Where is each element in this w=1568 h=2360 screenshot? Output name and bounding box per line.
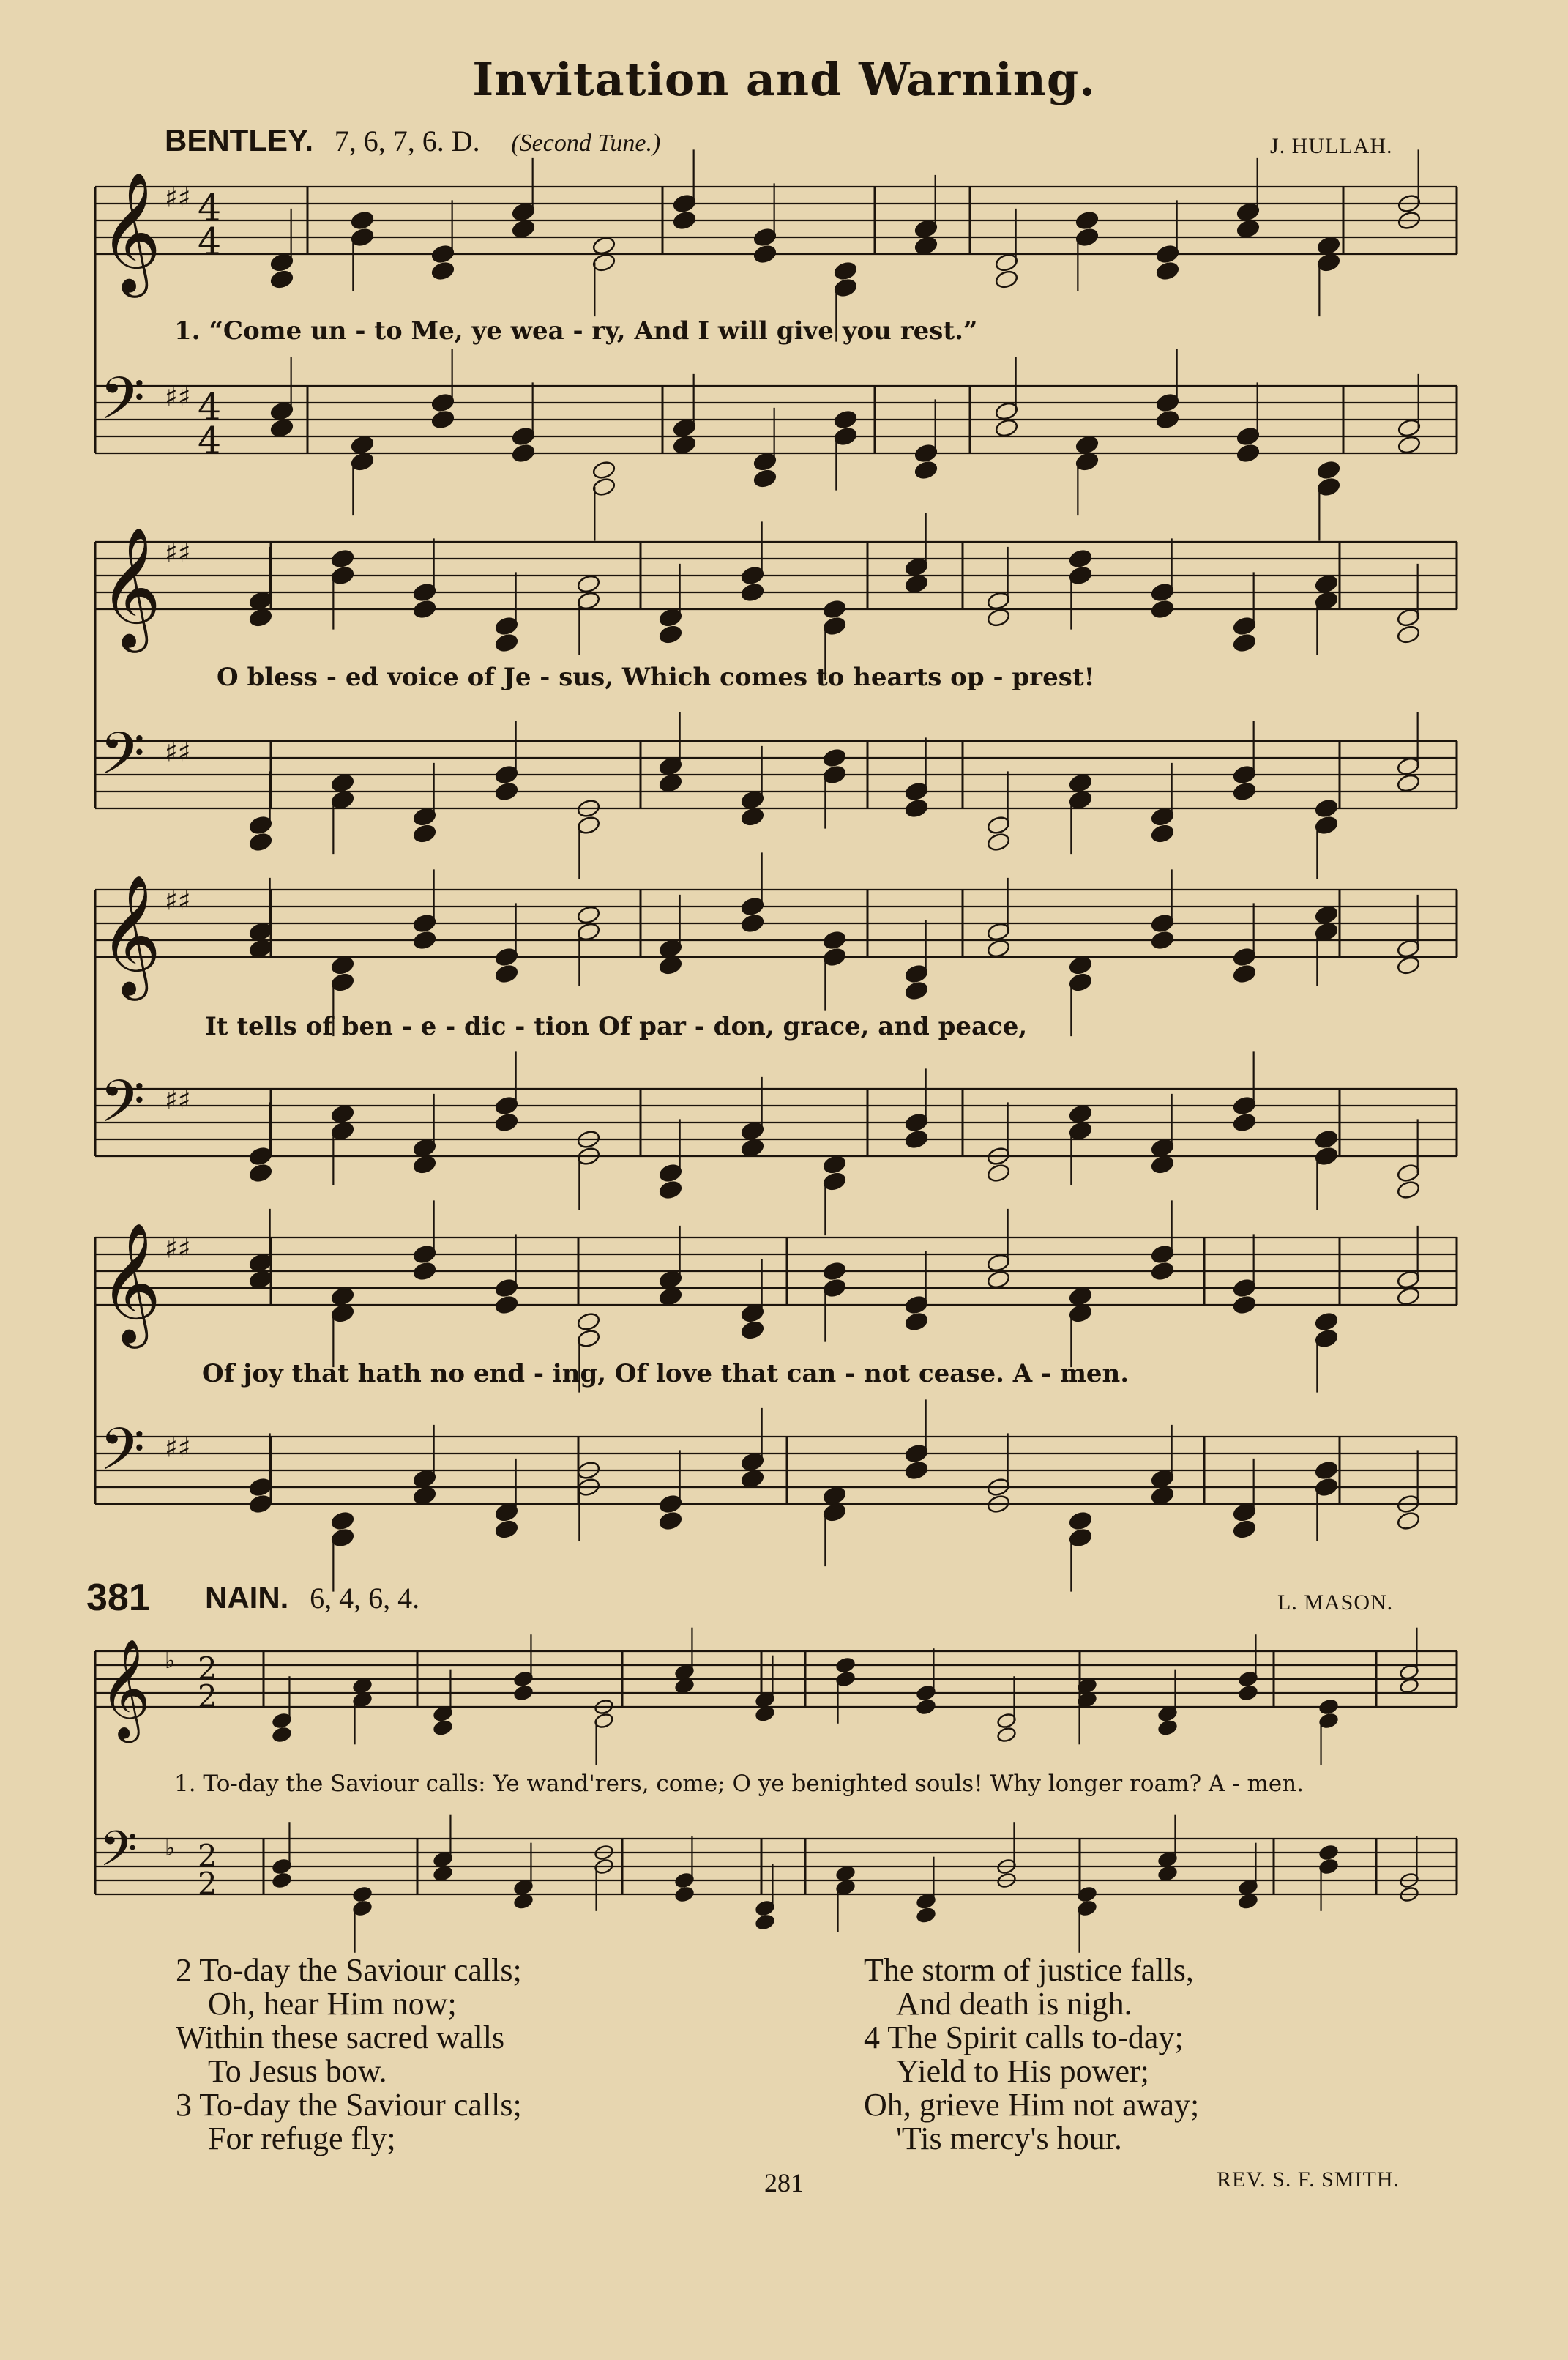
note-head [904, 980, 928, 1001]
note-head [1068, 1511, 1092, 1531]
note-head [1232, 1112, 1256, 1133]
note-head [1399, 1678, 1419, 1694]
clef-symbol: 𝄢 [100, 363, 146, 447]
note-head [494, 1112, 518, 1133]
note-head [1232, 633, 1256, 653]
note-head [753, 244, 777, 264]
note-head [740, 1138, 764, 1158]
note-head [513, 1684, 534, 1701]
verse-line: 2 To-day the Saviour calls; [176, 1952, 522, 1988]
note-head [1157, 1865, 1178, 1882]
note-head [835, 1656, 856, 1673]
note-head [904, 1129, 928, 1150]
note-head [986, 832, 1010, 852]
verses-right [864, 1954, 1199, 2156]
note-head [412, 599, 436, 619]
clef-symbol: 𝄞 [100, 874, 162, 996]
note-head [822, 1486, 846, 1506]
note-head [1314, 1129, 1338, 1150]
note-head [658, 773, 682, 794]
note-head [433, 1719, 453, 1736]
hymn-number: 381 [86, 1577, 150, 1619]
note-head [591, 460, 616, 480]
note-head [994, 269, 1018, 290]
note-head [740, 1469, 764, 1489]
note-head [822, 930, 846, 950]
note-head [412, 1155, 436, 1175]
note-head [674, 1678, 695, 1694]
note-head [269, 418, 294, 439]
note-head [248, 832, 272, 852]
clef-symbol: 𝄞 [100, 1221, 162, 1344]
clef-symbol: ♯♯ [165, 1232, 191, 1265]
note-head [248, 608, 272, 628]
clef-symbol: 𝄞 [100, 171, 162, 293]
nain-heading [205, 1580, 419, 1615]
verse-line: Oh, grieve Him not away; [864, 2087, 1200, 2123]
verse-line: And death is nigh. [896, 1986, 1132, 2022]
note-head [916, 1907, 936, 1924]
note-head [658, 1287, 682, 1307]
note-head [1316, 236, 1340, 256]
tune-note: (Second Tune.) [511, 130, 661, 157]
note-head [1157, 1719, 1178, 1736]
note-head [576, 574, 600, 595]
note-head [1396, 1511, 1420, 1531]
note-head [511, 443, 535, 464]
note-head [986, 939, 1010, 959]
note-head [330, 1104, 354, 1125]
note-head [350, 435, 374, 455]
verse-line: Yield to His power; [896, 2053, 1149, 2089]
clef-symbol: ♯♯ [165, 381, 191, 413]
note-head [576, 905, 600, 926]
clef-symbol: 4 [198, 186, 222, 229]
note-head [986, 1270, 1010, 1290]
note-head [513, 1893, 534, 1910]
lyric-line-1: 1. “Come un - to Me, ye wea - ry, And I will give you rest.” [174, 316, 978, 346]
note-head [740, 913, 764, 934]
note-head [1236, 443, 1260, 464]
clef-symbol: ♯♯ [165, 736, 191, 768]
note-head [330, 1287, 354, 1307]
note-head [753, 469, 777, 489]
note-head [1232, 1519, 1256, 1540]
note-head [658, 956, 682, 976]
note-head [1075, 435, 1099, 455]
note-head [1232, 781, 1256, 802]
note-head [755, 1913, 775, 1930]
clef-symbol: ♯♯ [165, 182, 191, 214]
verse-line: 4 The Spirit calls to-day; [864, 2020, 1184, 2055]
note-head [248, 1163, 272, 1183]
clef-symbol: 2 [198, 1678, 217, 1714]
note-head [352, 1886, 373, 1902]
note-head [330, 773, 354, 794]
note-head [1068, 1104, 1092, 1125]
hymn-author: REV. S. F. SMITH. [1217, 2167, 1400, 2192]
note-head [1396, 956, 1420, 976]
note-head [996, 1726, 1017, 1743]
clef-symbol: ♯♯ [165, 1432, 191, 1464]
note-head [740, 582, 764, 603]
clef-symbol: ♭ [165, 1835, 176, 1861]
clef-symbol: 𝄢 [100, 1820, 138, 1889]
note-head [1150, 824, 1174, 844]
composer: L. MASON. [1277, 1590, 1394, 1615]
note-head [740, 1320, 764, 1341]
clef-symbol: 2 [198, 1866, 217, 1902]
note-head [494, 633, 518, 653]
note-head [1314, 798, 1338, 819]
lyric-line-nain: 1. To-day the Saviour calls: Ye wand'rers, come; O ye benighted souls! Why longer roam? A - men. [174, 1771, 1304, 1797]
note-head [433, 1865, 453, 1882]
note-head [1150, 1155, 1174, 1175]
note-head [1075, 210, 1099, 231]
note-head [494, 964, 518, 984]
note-head [916, 1698, 936, 1715]
note-head [833, 261, 857, 281]
note-head [822, 748, 846, 768]
verse-line: 3 To-day the Saviour calls; [176, 2087, 522, 2123]
lyric-line-4: Of joy that hath no end - ing, Of love that can - not cease. A - men. [202, 1359, 1130, 1388]
section-title: Invitation and Warning. [472, 53, 1096, 106]
note-head [494, 1519, 518, 1540]
verse-line: 'Tis mercy's hour. [896, 2121, 1122, 2156]
note-head [1314, 905, 1338, 926]
note-head [822, 1261, 846, 1281]
verse-line: To Jesus bow. [208, 2053, 387, 2089]
note-head [1318, 1844, 1339, 1861]
note-head [494, 1295, 518, 1315]
note-head [672, 435, 696, 455]
note-head [994, 418, 1018, 439]
verse-line: Within these sacred walls [176, 2020, 505, 2055]
note-head [1318, 1698, 1339, 1715]
clef-symbol: ♯♯ [165, 1084, 191, 1116]
note-head [1396, 1180, 1420, 1200]
note-head [904, 1311, 928, 1332]
verse-line: For refuge fly; [208, 2121, 396, 2156]
note-head [1232, 1295, 1256, 1315]
tune-meter: 6, 4, 6, 4. [310, 1582, 420, 1615]
note-head [904, 1460, 928, 1481]
note-head [330, 548, 354, 569]
verses-left [176, 1954, 522, 2156]
note-head [1396, 625, 1420, 645]
note-head [1397, 435, 1421, 455]
note-head [1150, 599, 1174, 619]
clef-symbol: 𝄢 [100, 1414, 146, 1497]
tune-name: NAIN. [205, 1580, 289, 1615]
clef-symbol: 𝄞 [100, 1638, 151, 1739]
note-head [412, 1261, 436, 1281]
note-head [272, 1726, 292, 1743]
clef-symbol: 4 [198, 385, 222, 428]
note-head [1155, 261, 1179, 281]
note-head [1150, 930, 1174, 950]
tune-meter: 7, 6, 7, 6. D. [334, 124, 480, 157]
note-head [412, 1486, 436, 1506]
note-head [272, 1872, 292, 1888]
note-head [352, 1678, 373, 1694]
composer: J. HULLAH. [1270, 134, 1393, 158]
clef-symbol: 𝄢 [100, 1066, 146, 1150]
note-head [672, 210, 696, 231]
clef-symbol: 4 [198, 220, 222, 263]
note-head [494, 781, 518, 802]
note-head [412, 930, 436, 950]
note-head [576, 1311, 600, 1332]
tune-name: BENTLEY. [165, 123, 314, 157]
lyric-line-2: O bless - ed voice of Je - sus, Which comes to hearts op - prest! [217, 663, 1095, 692]
note-head [412, 824, 436, 844]
verse-line: The storm of justice falls, [864, 1952, 1194, 1988]
note-head [330, 1511, 354, 1531]
note-head [986, 608, 1010, 628]
note-head [658, 1180, 682, 1200]
note-head [914, 460, 938, 480]
note-head [1150, 1261, 1174, 1281]
note-head [350, 210, 374, 231]
note-head [591, 236, 616, 256]
note-head [430, 409, 455, 430]
note-head [658, 625, 682, 645]
note-head [430, 261, 455, 281]
note-head [1232, 964, 1256, 984]
clef-symbol: ♯♯ [165, 885, 191, 917]
clef-symbol: 2 [198, 1650, 217, 1686]
note-head [1150, 1486, 1174, 1506]
note-head [904, 574, 928, 595]
note-head [1314, 574, 1338, 595]
note-head [1396, 1287, 1420, 1307]
note-head [248, 939, 272, 959]
note-head [755, 1705, 775, 1722]
note-head [740, 807, 764, 827]
note-head [1068, 1287, 1092, 1307]
note-head [904, 798, 928, 819]
clef-symbol: 4 [198, 419, 222, 462]
note-head [1068, 956, 1092, 976]
clef-symbol: 𝄞 [100, 526, 162, 648]
clef-symbol: 𝄢 [100, 718, 146, 802]
lyric-line-3: It tells of ben - e - dic - tion Of par - don, grace, and peace, [205, 1012, 1028, 1041]
note-head [1155, 409, 1179, 430]
note-head [1316, 460, 1340, 480]
verse-line: Oh, hear Him now; [208, 1986, 457, 2022]
note-head [674, 1886, 695, 1902]
note-head [248, 1270, 272, 1290]
note-head [1236, 219, 1260, 239]
note-head [822, 599, 846, 619]
page-number: 281 [764, 2168, 804, 2197]
note-head [1396, 773, 1420, 794]
note-head [822, 1155, 846, 1175]
note-head [1314, 1460, 1338, 1481]
note-head [330, 956, 354, 976]
note-head [1238, 1684, 1258, 1701]
note-head [833, 409, 857, 430]
note-head [511, 219, 535, 239]
note-head [835, 1865, 856, 1882]
note-head [1068, 548, 1092, 569]
clef-symbol: ♭ [165, 1648, 176, 1674]
note-head [1314, 1311, 1338, 1332]
note-head [1068, 773, 1092, 794]
note-head [986, 1163, 1010, 1183]
note-head [1238, 1893, 1258, 1910]
note-head [248, 1494, 272, 1514]
note-head [914, 236, 938, 256]
clef-symbol: 2 [198, 1838, 217, 1874]
clef-symbol: ♯♯ [165, 537, 191, 569]
note-head [269, 269, 294, 290]
note-head [658, 1511, 682, 1531]
